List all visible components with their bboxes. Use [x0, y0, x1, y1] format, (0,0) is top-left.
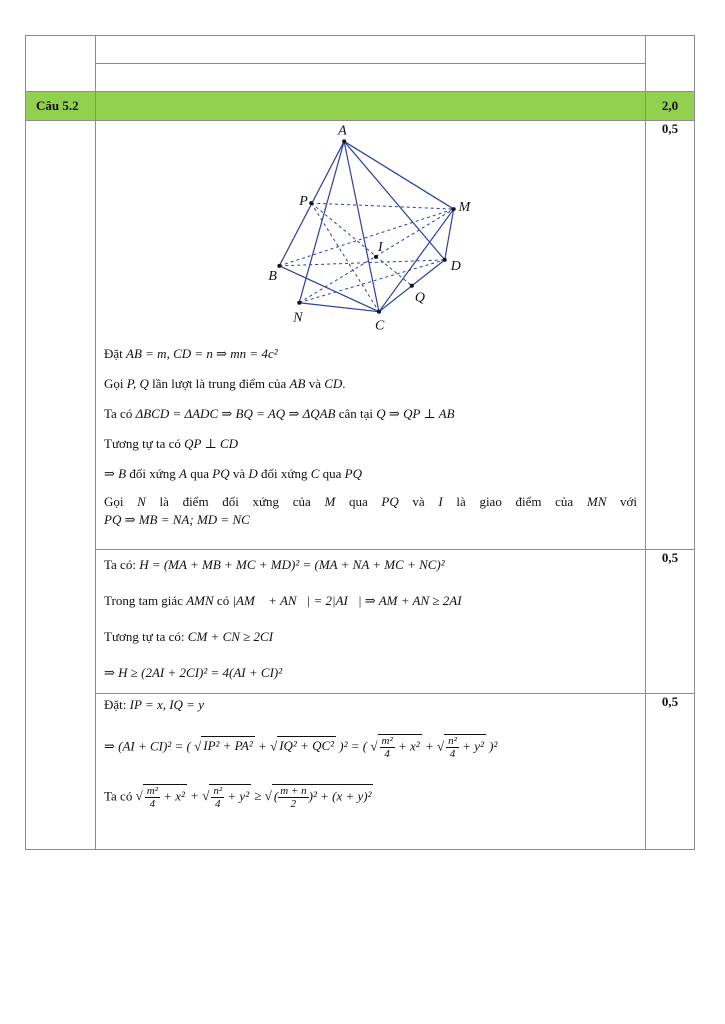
label-Q: Q	[414, 290, 425, 306]
text: đối xứng	[129, 466, 176, 481]
math: A	[179, 466, 187, 481]
label-N: N	[293, 310, 303, 326]
text: Ta có:	[104, 557, 136, 572]
math: P, Q	[126, 376, 149, 391]
text: và	[308, 376, 321, 391]
line-define-n	[96, 493, 645, 511]
numerator: m + n	[280, 785, 307, 797]
radicand: ( $\frac{m + n}{2}$ )² + (x + y)²	[273, 785, 372, 810]
math: ⇒ H ≥ (2AI + 2CI)² = 4(AI + CI)²	[104, 665, 283, 680]
question-label: Câu 5.2	[26, 92, 96, 121]
math: ≥	[254, 788, 262, 804]
line-set-ab-cd	[96, 345, 645, 363]
point-A	[342, 139, 346, 143]
edge-AC	[344, 141, 379, 311]
radicand	[143, 784, 187, 810]
geometry-figure	[96, 121, 645, 331]
math: M	[324, 494, 336, 509]
line-set-x-y	[96, 696, 645, 714]
fraction	[211, 785, 224, 810]
line-triangle-amn	[96, 592, 645, 610]
block-1-content	[96, 121, 646, 550]
math: AB	[289, 376, 306, 391]
math: C	[310, 466, 320, 481]
numerator: m²	[381, 735, 393, 747]
text: Ta có	[104, 788, 133, 804]
text: Gọi	[104, 494, 124, 509]
solution-block-1	[26, 121, 695, 550]
text: là giao điểm của	[456, 494, 574, 509]
math: H = (MA + MB + MC + MD)² = (MA + NA + MC + NC)²	[139, 557, 445, 572]
math: N	[137, 494, 146, 509]
math: )² = (	[339, 738, 368, 754]
text: qua	[348, 494, 368, 509]
text: cân tại	[338, 406, 374, 421]
question-points: 2,0	[646, 92, 695, 121]
math: PQ	[381, 494, 399, 509]
radicand	[444, 734, 486, 760]
dashed-PQ	[311, 203, 412, 286]
line-ai-ci-expansion: ⇒ (AI + CI)² = ( √ IP² + PA² + √ IQ² + QC² )² = ( √ $\frac{\text{m²}}{4}$ + x² + √ $\frac{\text{n²}}{4}$ + y² )²	[104, 735, 498, 760]
fraction	[145, 785, 160, 810]
math: + x²	[398, 738, 420, 754]
label-P: P	[299, 194, 308, 210]
math: + x²	[163, 788, 185, 804]
blank-cell	[26, 36, 96, 92]
fraction	[446, 735, 459, 760]
tetrahedron-diagram	[96, 121, 645, 331]
text: .	[342, 376, 346, 391]
math: QP ⊥ CD	[184, 436, 239, 451]
math: PQ ⇒ MB = NA; MD = NC	[104, 512, 250, 527]
text: Tương tự ta có:	[104, 629, 185, 644]
solution-block-3	[26, 694, 695, 850]
radicand: IQ² + QC²	[279, 738, 335, 754]
edge-DM	[445, 209, 454, 260]
radicand	[209, 784, 251, 810]
blank-row-1	[26, 36, 695, 64]
math: I	[438, 494, 443, 509]
math: AB = m, CD = n ⇒ mn = 4c²	[126, 346, 278, 361]
text: Đặt	[104, 346, 123, 361]
math: PQ	[344, 466, 362, 481]
fraction	[380, 735, 395, 760]
text: lần lượt là trung điểm của	[152, 376, 287, 391]
math: MN	[586, 494, 607, 509]
text: Đặt:	[104, 697, 127, 712]
radicand: IP² + PA²	[203, 738, 253, 754]
radicand	[378, 734, 422, 760]
line-h-bound	[96, 664, 645, 682]
math: +	[190, 788, 199, 804]
question-header-row	[26, 92, 695, 121]
blank-row-2	[26, 64, 695, 92]
text: Ta có	[104, 406, 133, 421]
point-C	[377, 310, 381, 314]
denominator: 2	[290, 798, 297, 810]
text: với	[620, 494, 638, 509]
denominator: 4	[449, 748, 456, 760]
math: AMN	[186, 593, 214, 608]
text: đối xứng	[261, 466, 308, 481]
dashed-PM	[311, 203, 453, 209]
line-equal-lengths	[96, 511, 645, 529]
math: ΔBCD = ΔADC ⇒ BQ = AQ ⇒ ΔQAB	[135, 406, 336, 421]
point-M	[452, 207, 456, 211]
math: ⇒ (AI + CI)² = (	[104, 738, 191, 754]
blank-cell	[96, 64, 646, 92]
line-h-definition	[96, 556, 645, 574]
text: Tương tự ta có	[104, 436, 181, 451]
label-D: D	[450, 258, 461, 274]
score-cell-2: 0,5	[646, 550, 695, 694]
point-D	[443, 258, 447, 262]
dashed-BM	[279, 209, 453, 266]
math: IP = x, IQ = y	[129, 697, 204, 712]
math: +	[258, 738, 267, 754]
solution-block-2	[26, 550, 695, 694]
math: + y²	[462, 738, 484, 754]
point-Q	[410, 284, 414, 288]
math: CM + CN ≥ 2CI	[187, 629, 274, 644]
blank-cell	[646, 36, 695, 92]
label-M: M	[458, 200, 471, 216]
math: CD	[324, 376, 343, 391]
text: Gọi	[104, 376, 124, 391]
math: |AM⃗ + AN⃗| = 2|AI⃗| ⇒ AM + AN ≥ 2AI	[232, 593, 462, 608]
numerator: n²	[213, 785, 223, 797]
label-B: B	[268, 268, 277, 284]
edge-NC	[299, 303, 379, 312]
line-minkowski: Ta có √ $\frac{\text{m²}}{4}$ + x² + √ $\frac{\text{n²}}{4}$ + y² ≥ √ ( $\frac{m + n}{2}$ )² + (x + y)²	[104, 785, 372, 810]
point-P	[309, 201, 313, 205]
text: và	[232, 466, 246, 481]
block-3-content	[96, 694, 646, 850]
score-cell-3: 0,5	[646, 694, 695, 850]
point-B	[277, 264, 281, 268]
denominator: 4	[215, 798, 221, 810]
text: qua	[322, 466, 342, 481]
math: ⇒	[104, 466, 115, 481]
edge-BC	[279, 266, 379, 312]
math: Q ⇒ QP ⊥ AB	[376, 406, 455, 421]
line-midpoints	[96, 375, 645, 393]
point-I	[374, 255, 378, 259]
edge-AM	[344, 141, 454, 209]
math: + y²	[227, 788, 250, 804]
left-empty-cell	[26, 121, 96, 850]
answer-table	[25, 35, 695, 850]
math: D	[248, 466, 258, 481]
math: B	[118, 466, 127, 481]
fraction	[278, 785, 308, 810]
numerator: m²	[146, 785, 158, 797]
line-congruent	[96, 405, 645, 423]
block-2-content	[96, 550, 646, 694]
label-C: C	[374, 318, 385, 331]
text: và	[412, 494, 425, 509]
text: là điểm đối xứng của	[159, 494, 311, 509]
line-similarly	[96, 435, 645, 453]
denominator: 4	[384, 748, 390, 760]
score-cell-1: 0,5	[646, 121, 695, 550]
math: )² + (x + y)²	[308, 788, 372, 804]
text: qua	[190, 466, 210, 481]
label-I: I	[377, 239, 383, 255]
math: )²	[489, 738, 498, 754]
label-A: A	[338, 123, 347, 139]
line-symmetric	[96, 465, 645, 483]
line-similarly-cm-cn	[96, 628, 645, 646]
point-N	[297, 301, 301, 305]
math: PQ	[212, 466, 230, 481]
denominator: 4	[149, 798, 156, 810]
dashed-PC	[311, 203, 379, 312]
blank-cell	[96, 36, 646, 64]
text: Trong tam giác	[104, 593, 183, 608]
text: có	[216, 593, 230, 608]
numerator: n²	[448, 735, 457, 747]
header-fill	[96, 92, 646, 121]
